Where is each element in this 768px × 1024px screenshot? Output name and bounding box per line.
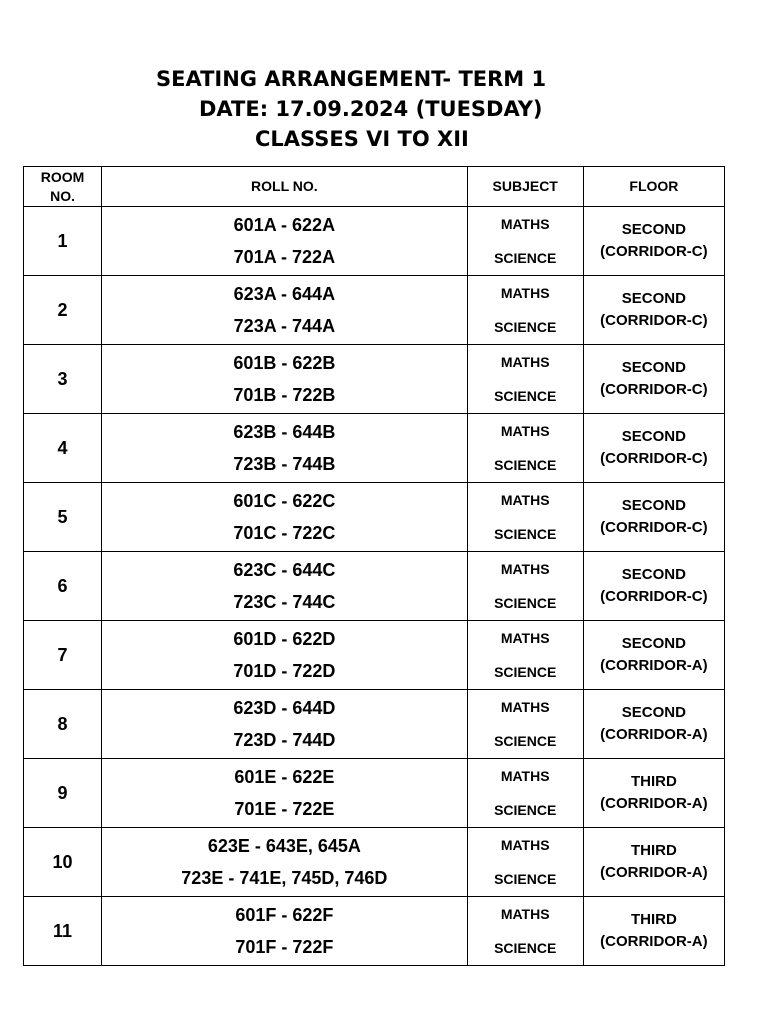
floor-cell: [583, 414, 724, 483]
column-header-subject: SUBJECT: [467, 167, 583, 207]
subject-maths: MATHS: [500, 837, 550, 853]
roll-numbers-cell: [102, 414, 468, 483]
table-row: [24, 621, 725, 690]
subject-science: SCIENCE: [494, 664, 557, 680]
classes-range: CLASSES VI TO XII: [255, 127, 469, 151]
floor-cell: [583, 828, 724, 897]
subject-science: SCIENCE: [494, 802, 557, 818]
subjects-cell: [467, 483, 583, 552]
subject-maths: MATHS: [500, 216, 550, 232]
corridor-name: (CORRIDOR-C): [600, 381, 708, 398]
corridor-name: (CORRIDOR-C): [600, 312, 708, 329]
subject-maths: MATHS: [500, 699, 550, 715]
subject-maths: MATHS: [500, 354, 550, 370]
header-row: [24, 167, 725, 207]
room-number: 10: [24, 828, 102, 897]
subjects-cell: [467, 207, 583, 276]
roll-numbers-cell: [102, 483, 468, 552]
roll-range-maths: 601A - 622A: [233, 215, 336, 235]
roll-range-maths: 601C - 622C: [233, 491, 336, 511]
floor-cell: [583, 759, 724, 828]
floor-name: THIRD: [630, 773, 677, 790]
floor-name: SECOND: [621, 290, 686, 307]
table-row: [24, 552, 725, 621]
subject-science: SCIENCE: [494, 940, 557, 956]
roll-range-science: 723A - 744A: [233, 316, 336, 336]
column-header-floor: FLOOR: [583, 167, 724, 207]
roll-numbers-cell: [102, 690, 468, 759]
subject-maths: MATHS: [500, 492, 550, 508]
column-header-room-line1: ROOM: [40, 168, 85, 185]
corridor-name: (CORRIDOR-C): [600, 588, 708, 605]
room-number: 8: [24, 690, 102, 759]
roll-range-maths: 623E - 643E, 645A: [207, 836, 361, 856]
roll-numbers-cell: [102, 828, 468, 897]
room-number: 9: [24, 759, 102, 828]
room-number: 2: [24, 276, 102, 345]
floor-name: SECOND: [621, 635, 686, 652]
room-number: 1: [24, 207, 102, 276]
roll-range-science: 701D - 722D: [233, 661, 336, 681]
roll-range-maths: 601D - 622D: [233, 629, 336, 649]
roll-range-science: 701E - 722E: [234, 799, 335, 819]
table-body: [24, 207, 725, 966]
subjects-cell: [467, 414, 583, 483]
table-row: [24, 897, 725, 966]
subject-science: SCIENCE: [494, 526, 557, 542]
floor-cell: [583, 552, 724, 621]
roll-range-maths: 623A - 644A: [233, 284, 336, 304]
column-header-room: [24, 167, 102, 207]
corridor-name: (CORRIDOR-C): [600, 519, 708, 536]
room-number: 3: [24, 345, 102, 414]
floor-name: SECOND: [621, 497, 686, 514]
corridor-name: (CORRIDOR-A): [600, 933, 708, 950]
table-row: [24, 759, 725, 828]
subject-maths: MATHS: [500, 630, 550, 646]
table-row: [24, 345, 725, 414]
corridor-name: (CORRIDOR-C): [600, 450, 708, 467]
floor-name: SECOND: [621, 428, 686, 445]
floor-name: SECOND: [621, 221, 686, 238]
floor-cell: [583, 345, 724, 414]
subject-maths: MATHS: [500, 906, 550, 922]
subjects-cell: [467, 552, 583, 621]
corridor-name: (CORRIDOR-C): [600, 243, 708, 260]
roll-range-science: 701C - 722C: [233, 523, 336, 543]
subject-maths: MATHS: [500, 423, 550, 439]
subjects-cell: [467, 345, 583, 414]
subject-science: SCIENCE: [494, 595, 557, 611]
seating-table: [23, 166, 725, 966]
exam-date: DATE: 17.09.2024 (TUESDAY): [199, 97, 543, 121]
subjects-cell: [467, 759, 583, 828]
subject-science: SCIENCE: [494, 250, 557, 266]
subject-science: SCIENCE: [494, 733, 557, 749]
column-header-room-line2: NO.: [50, 187, 75, 204]
roll-range-science: 723D - 744D: [233, 730, 336, 750]
roll-numbers-cell: [102, 897, 468, 966]
room-number: 4: [24, 414, 102, 483]
floor-cell: [583, 621, 724, 690]
table-row: [24, 483, 725, 552]
roll-range-maths: 623D - 644D: [233, 698, 336, 718]
roll-range-maths: 601E - 622E: [234, 767, 335, 787]
roll-numbers-cell: [102, 759, 468, 828]
subject-science: SCIENCE: [494, 319, 557, 335]
subjects-cell: [467, 276, 583, 345]
roll-range-science: 723E - 741E, 745D, 746D: [181, 868, 388, 888]
floor-cell: [583, 276, 724, 345]
roll-range-maths: 601F - 622F: [235, 905, 334, 925]
corridor-name: (CORRIDOR-A): [600, 795, 708, 812]
subjects-cell: [467, 828, 583, 897]
roll-range-science: 701A - 722A: [233, 247, 336, 267]
subjects-cell: [467, 690, 583, 759]
floor-name: SECOND: [621, 704, 686, 721]
subject-science: SCIENCE: [494, 457, 557, 473]
roll-range-maths: 623C - 644C: [233, 560, 336, 580]
subject-maths: MATHS: [500, 561, 550, 577]
floor-cell: [583, 207, 724, 276]
roll-numbers-cell: [102, 276, 468, 345]
room-number: 7: [24, 621, 102, 690]
table-row: [24, 414, 725, 483]
subject-maths: MATHS: [500, 285, 550, 301]
floor-name: SECOND: [621, 566, 686, 583]
floor-name: SECOND: [621, 359, 686, 376]
corridor-name: (CORRIDOR-A): [600, 726, 708, 743]
roll-numbers-cell: [102, 552, 468, 621]
roll-numbers-cell: [102, 345, 468, 414]
floor-cell: [583, 690, 724, 759]
roll-range-science: 723C - 744C: [233, 592, 336, 612]
table-row: [24, 276, 725, 345]
roll-range-science: 701F - 722F: [235, 937, 334, 957]
corridor-name: (CORRIDOR-A): [600, 864, 708, 881]
room-number: 11: [24, 897, 102, 966]
roll-range-maths: 601B - 622B: [233, 353, 336, 373]
roll-range-science: 723B - 744B: [233, 454, 336, 474]
table-row: [24, 207, 725, 276]
subject-maths: MATHS: [500, 768, 550, 784]
floor-name: THIRD: [630, 842, 677, 859]
document-title: SEATING ARRANGEMENT- TERM 1: [156, 67, 547, 91]
floor-cell: [583, 483, 724, 552]
room-number: 5: [24, 483, 102, 552]
column-header-roll: ROLL NO.: [102, 167, 468, 207]
subject-science: SCIENCE: [494, 871, 557, 887]
roll-range-science: 701B - 722B: [233, 385, 336, 405]
corridor-name: (CORRIDOR-A): [600, 657, 708, 674]
roll-range-maths: 623B - 644B: [233, 422, 336, 442]
floor-cell: [583, 897, 724, 966]
table-row: [24, 690, 725, 759]
subjects-cell: [467, 897, 583, 966]
subjects-cell: [467, 621, 583, 690]
roll-numbers-cell: [102, 207, 468, 276]
room-number: 6: [24, 552, 102, 621]
roll-numbers-cell: [102, 621, 468, 690]
table-row: [24, 828, 725, 897]
subject-science: SCIENCE: [494, 388, 557, 404]
floor-name: THIRD: [630, 911, 677, 928]
